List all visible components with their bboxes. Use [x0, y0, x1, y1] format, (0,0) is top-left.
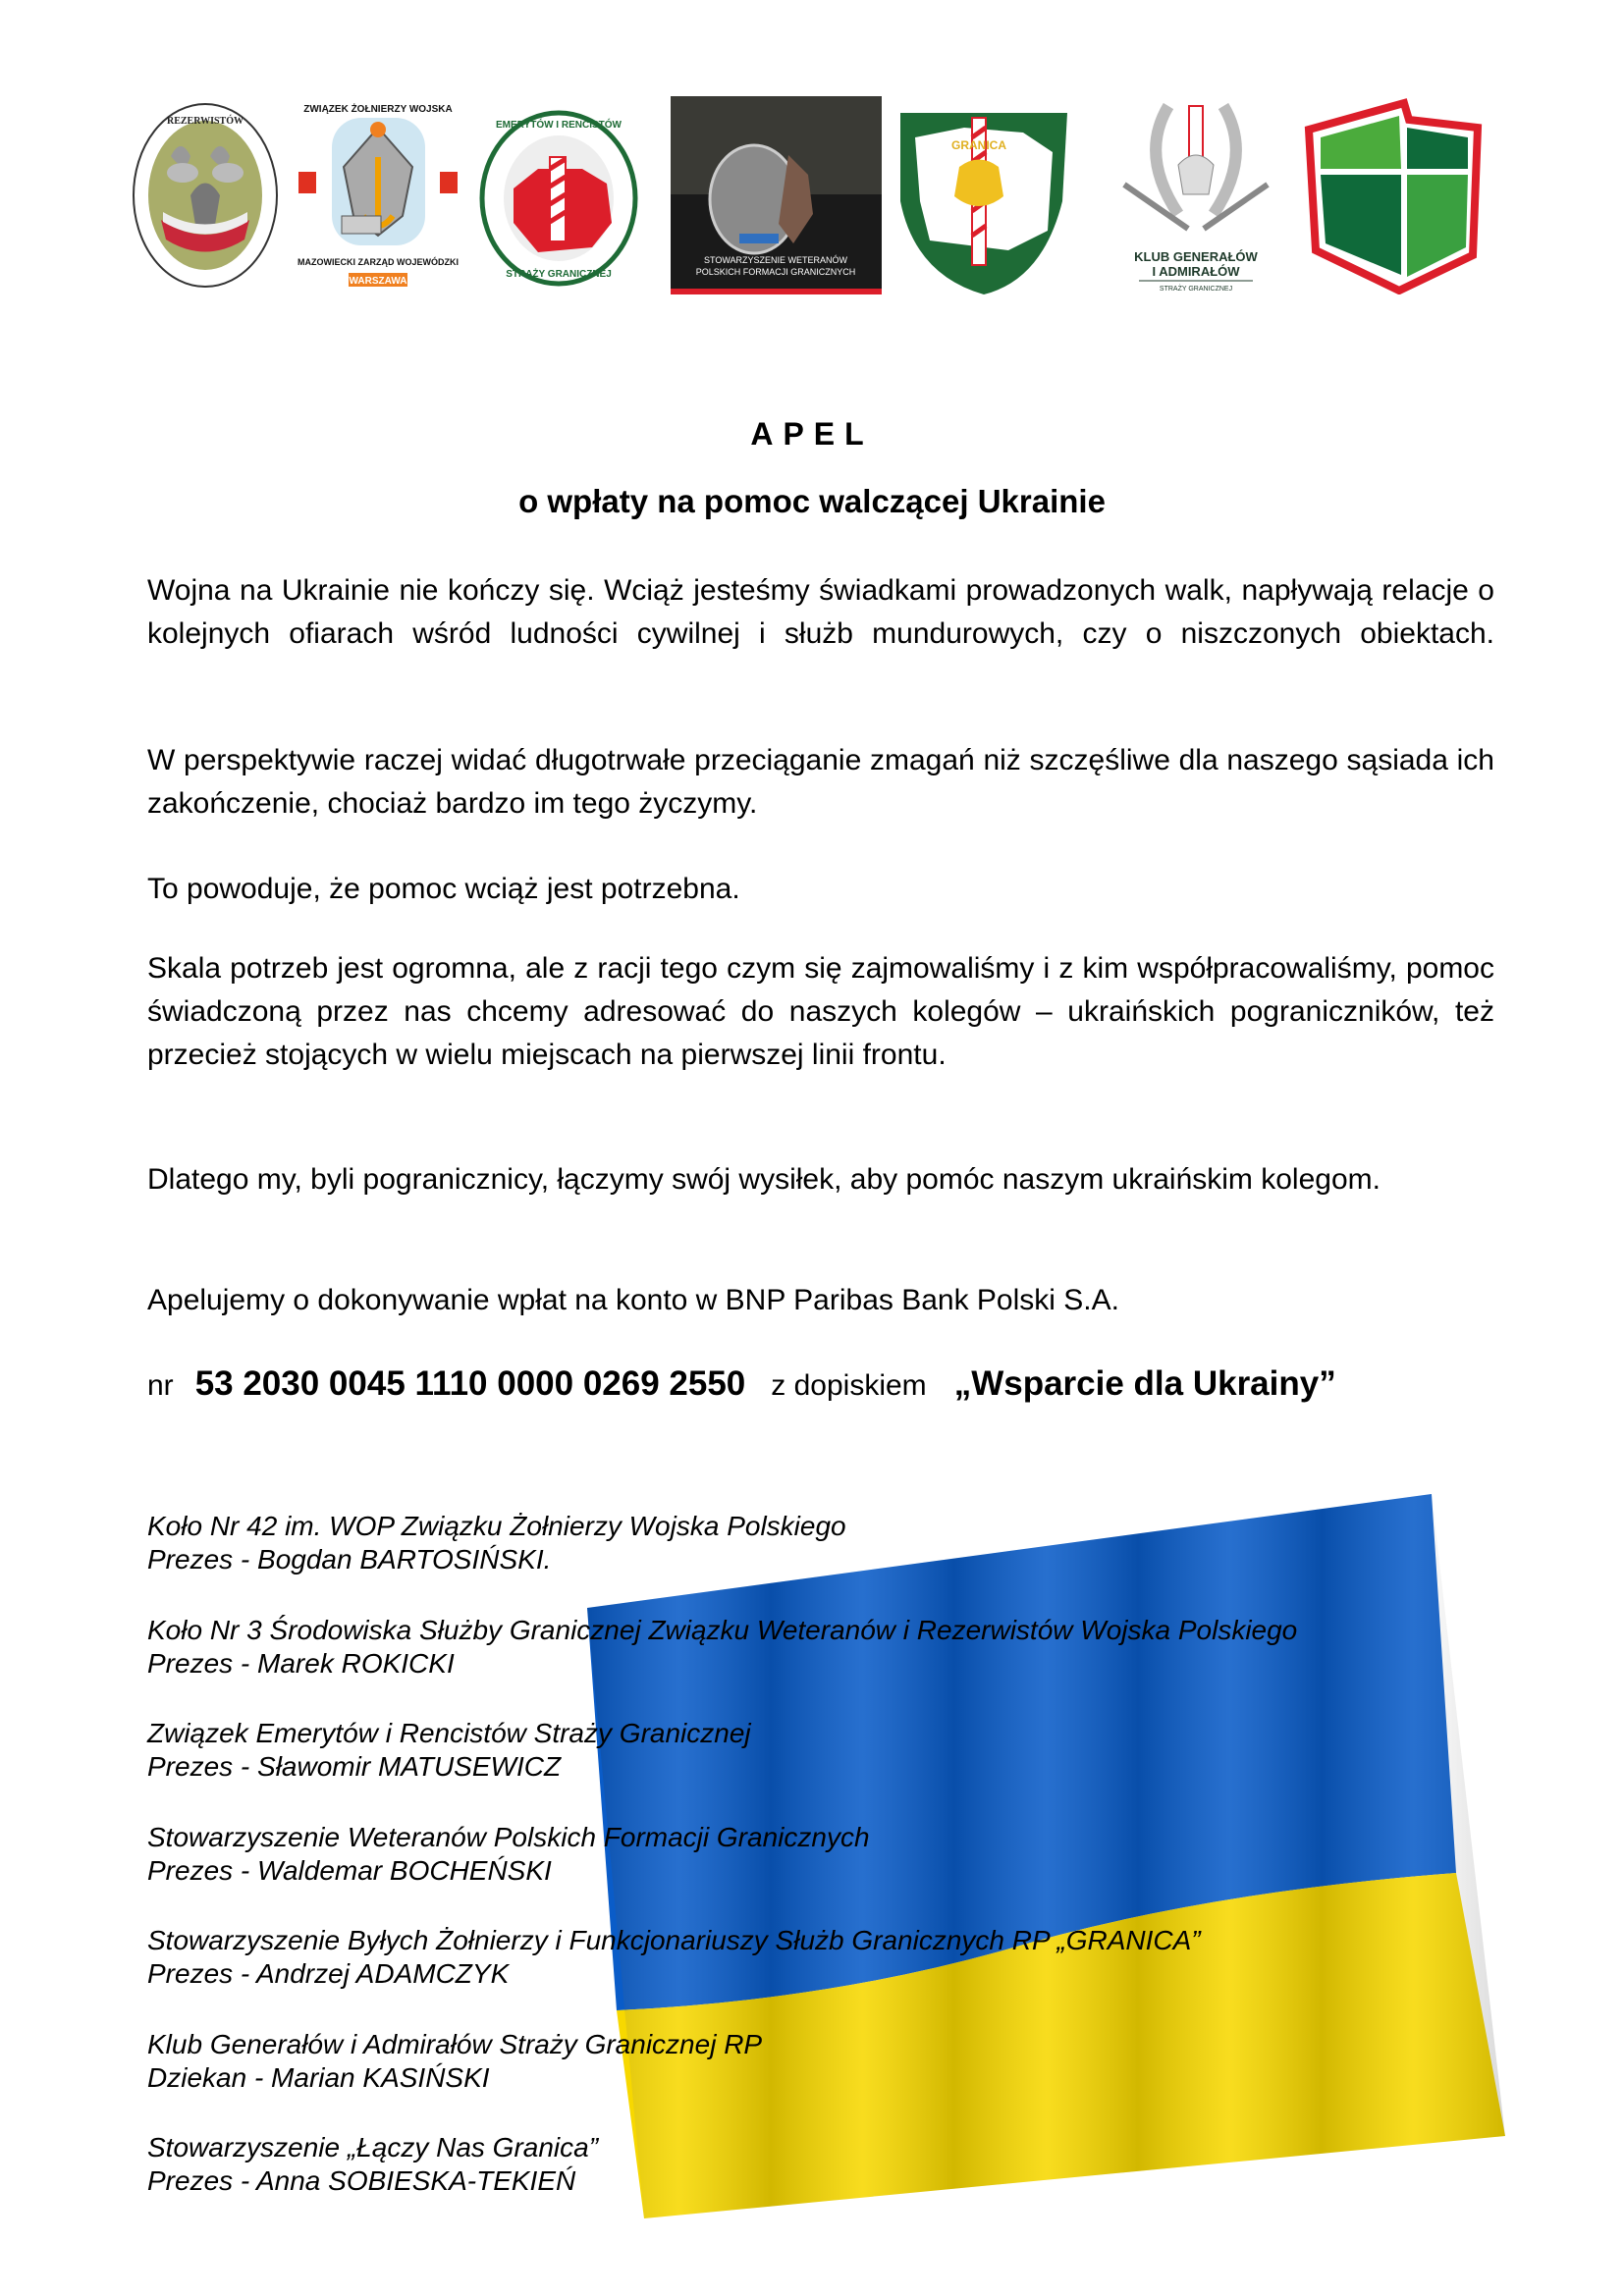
zzwp-emblem-icon: [295, 98, 461, 291]
account-number: 53 2030 0045 1110 0000 0269 2550: [194, 1364, 746, 1403]
laczy-nas-granica-logo: [1301, 98, 1488, 294]
svg-text:MAZOWIECKI ZARZĄD WOJEWÓDZKI: MAZOWIECKI ZARZĄD WOJEWÓDZKI: [298, 257, 459, 267]
svg-text:GRANICA: GRANICA: [951, 138, 1006, 152]
svg-text:ZWIĄZEK ŻOŁNIERZY WOJSKA: ZWIĄZEK ŻOŁNIERZY WOJSKA: [303, 104, 453, 115]
klub-generalow-logo: [1100, 96, 1292, 293]
zeirsg-logo: [479, 110, 638, 287]
svg-text:STOWARZYSZENIE WETERANÓW: STOWARZYSZENIE WETERANÓW: [703, 255, 848, 265]
bank-account-line: [147, 1364, 1336, 1404]
svg-text:WARSZAWA: WARSZAWA: [349, 276, 407, 287]
swpfg-logo: [671, 96, 882, 294]
paragraph-1: Wojna na Ukrainie nie kończy się. Wciąż jesteśmy świadkami prowadzonych walk, napływają relacje o kolejnych ofiarach wśród ludności cywilnej i służb mundurowych, czy o niszczonych obiektach.: [147, 574, 1494, 650]
signatory-org: Stowarzyszenie Weteranów Polskich Formacji Granicznych: [147, 1822, 870, 1852]
svg-text:REZERWISTÓW: REZERWISTÓW: [166, 116, 244, 127]
signatory-5: [147, 1924, 1201, 1991]
granica-logo: [895, 98, 1072, 294]
signatory-org: Stowarzyszenie Byłych Żołnierzy i Funkcjonariuszy Służb Granicznych RP „GRANICA”: [147, 1925, 1201, 1955]
paragraph-6: Apelujemy o dokonywanie wpłat na konto w BNP Paribas Bank Polski S.A.: [147, 1284, 1119, 1316]
zwirwp-logo: [132, 102, 279, 289]
signatory-person: Prezes - Bogdan BARTOSIŃSKI.: [147, 1544, 552, 1575]
svg-text:POLSKICH FORMACJI GRANICZNYCH: POLSKICH FORMACJI GRANICZNYCH: [695, 267, 856, 277]
signatory-org: Klub Generałów i Admirałów Straży Granicznej RP: [147, 2029, 763, 2059]
paragraph-2: W perspektywie raczej widać długotrwałe przeciąganie zmagań niż szczęśliwe dla naszego sąsiada ich zakończenie, chociaż bardzo im tego życzymy.: [147, 744, 1494, 820]
signatory-org: Związek Emerytów i Rencistów Straży Granicznej: [147, 1718, 751, 1748]
signatory-person: Prezes - Waldemar BOCHEŃSKI: [147, 1855, 552, 1886]
document-title: APEL: [750, 416, 874, 452]
paragraph-3: To powoduje, że pomoc wciąż jest potrzebna.: [147, 873, 740, 905]
signatory-org: Koło Nr 3 Środowiska Służby Granicznej Związku Weteranów i Rezerwistów Wojska Polskiego: [147, 1615, 1298, 1645]
signatory-1: [147, 1510, 846, 1576]
signatory-4: [147, 1821, 870, 1888]
zeirsg-emblem-icon: [479, 110, 638, 287]
signatory-7: [147, 2131, 598, 2198]
signatory-person: Prezes - Anna SOBIESKA-TEKIEŃ: [147, 2165, 576, 2196]
signatory-2: [147, 1614, 1297, 1681]
account-note-label: z dopiskiem: [771, 1369, 927, 1402]
paragraph-4: Skala potrzeb jest ogromna, ale z racji tego czym się zajmowaliśmy i z kim współpracowaliśmy, pomoc świadczoną przez nas chcemy adresować do naszych kolegów – ukraińskich pograniczników, też przecież stojących w wielu miejscach na pierwszej linii frontu.: [147, 952, 1494, 1071]
signatory-person: Dziekan - Marian KASIŃSKI: [147, 2062, 490, 2093]
svg-text:KLUB GENERAŁÓW: KLUB GENERAŁÓW: [1134, 249, 1258, 264]
zzwp-logo: [295, 98, 461, 291]
signatory-org: Koło Nr 42 im. WOP Związku Żołnierzy Wojska Polskiego: [147, 1511, 846, 1541]
signatory-person: Prezes - Sławomir MATUSEWICZ: [147, 1751, 562, 1782]
granica-emblem-icon: [895, 98, 1072, 294]
paragraph-5: Dlatego my, byli pogranicznicy, łączymy swój wysiłek, aby pomóc naszym ukraińskim kolegom.: [147, 1163, 1380, 1196]
signatory-person: Prezes - Andrzej ADAMCZYK: [147, 1958, 510, 1989]
swpfg-emblem-icon: [671, 96, 882, 294]
laczy-nas-granica-emblem-icon: [1301, 98, 1488, 294]
svg-text:EMERYTÓW I RENCISTÓW: EMERYTÓW I RENCISTÓW: [496, 120, 622, 131]
account-note: „Wsparcie dla Ukrainy”: [953, 1364, 1336, 1403]
zwirwp-emblem-icon: [132, 102, 279, 289]
svg-text:I ADMIRAŁÓW: I ADMIRAŁÓW: [1152, 264, 1240, 279]
klub-generalow-emblem-icon: [1100, 96, 1292, 293]
document-subtitle: o wpłaty na pomoc walczącej Ukrainie: [518, 483, 1106, 519]
svg-text:STRAŻY GRANICZNEJ: STRAŻY GRANICZNEJ: [1159, 286, 1233, 293]
account-prefix: nr: [147, 1369, 174, 1402]
signatory-6: [147, 2028, 762, 2095]
svg-text:STRAŻY GRANICZNEJ: STRAŻY GRANICZNEJ: [506, 269, 612, 280]
signatory-person: Prezes - Marek ROKICKI: [147, 1648, 455, 1679]
signatory-3: [147, 1717, 751, 1784]
signatory-org: Stowarzyszenie „Łączy Nas Granica”: [147, 2132, 599, 2163]
